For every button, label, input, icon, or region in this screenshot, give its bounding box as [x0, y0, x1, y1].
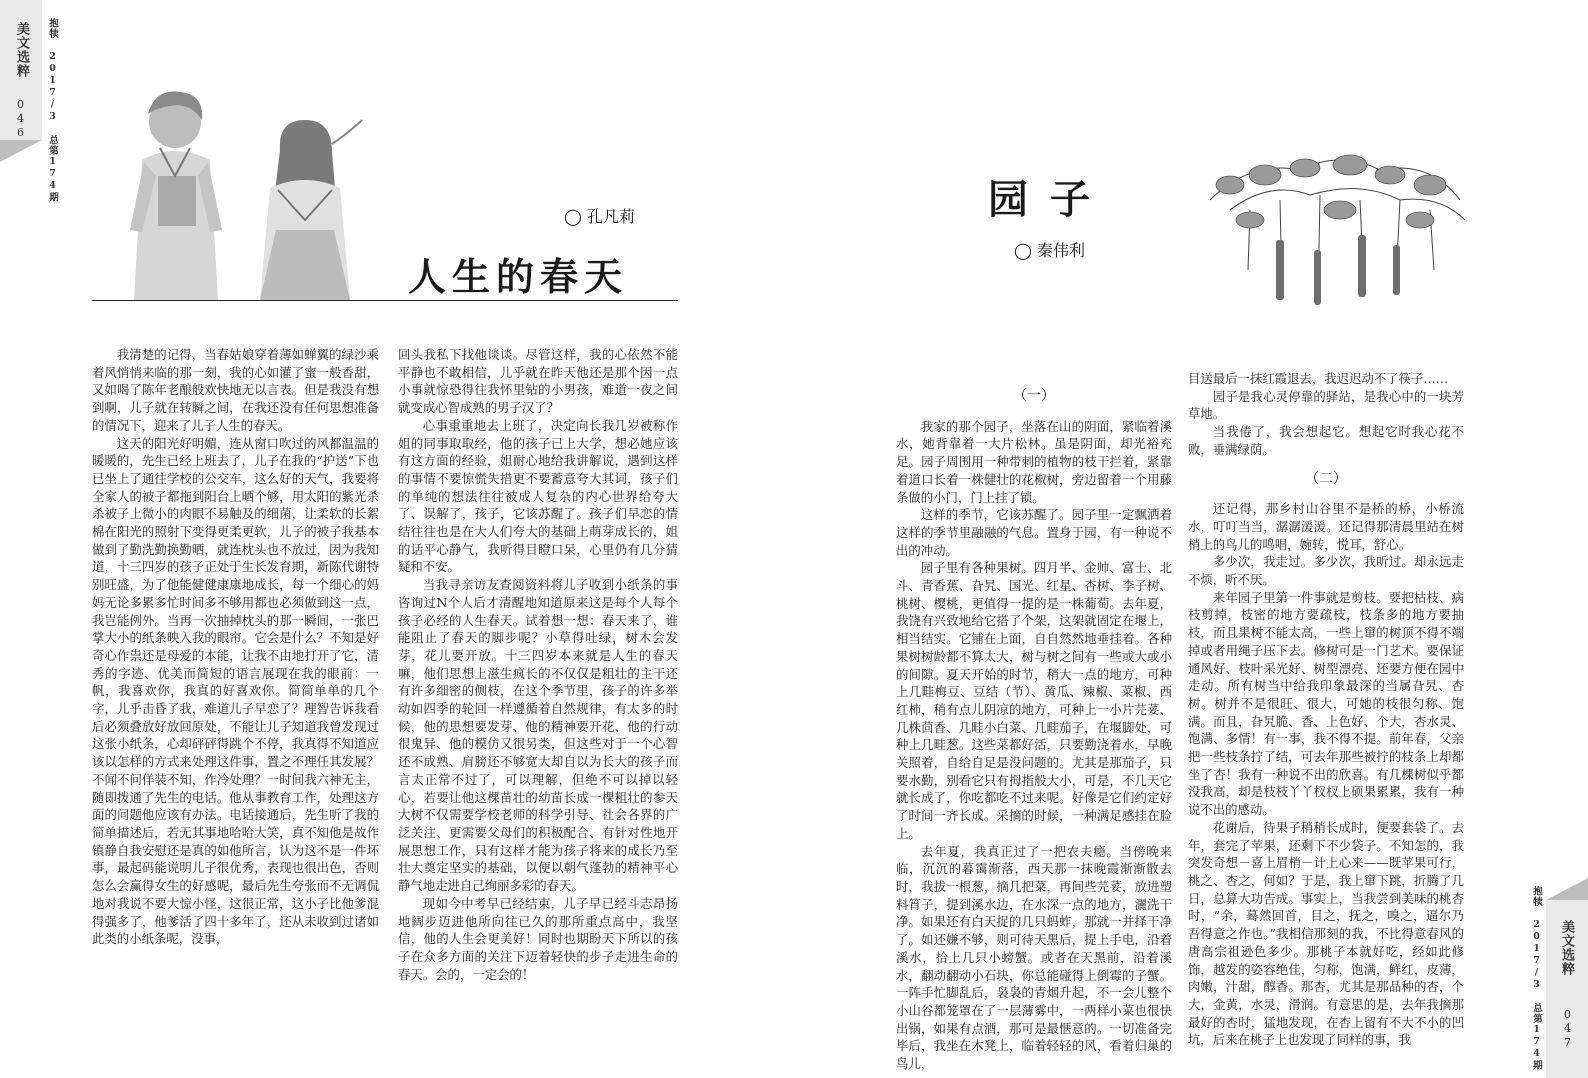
paragraph: 当我倦了，我会想起它。想起它时我心花不败，垂满绿荫。 [1188, 424, 1464, 457]
page-number-left: 046 [14, 98, 27, 140]
paragraph: 多少次，我走过。多少次，我听过。却永远走不烦，听不厌。 [1188, 554, 1464, 588]
paragraph: 去年夏，我真正过了一把农夫瘾。当傍晚来临，沉沉的暮霭渐落，西天那一抹晚霞渐渐散去时，我拔一根葱，摘几把菜，再间些芫荽，放进塑料筲子，提到溪水边，在水深一点的地方，灑洗干净。如果还有白天捉的几只蚂蚱，那就一并择干净了。如还嫌不够，则可待天黑后，提上手电，沿着溪水，拾上几只小螃蟹。或者在天黑前，沿着溪水，翻动翻动小石块，你总能碰得上倒霉的子蟹。一阵手忙脚乱后，袅袅的青烟升起，不一会儿整个小山谷都笼罩在了一层薄雾中，一两样小菜也很快出锅，如果有点酒，那可是最惬意的。一切准备完毕后，我坐在木凳上，临着轻轻的风，看着归巢的鸟儿， [896, 843, 1172, 1072]
author-right: ◯ 秦伟利 [1014, 241, 1085, 260]
issue-info-left: 抱犊 2017/3 总第174期 [47, 18, 58, 203]
page-number-right: 047 [1561, 1008, 1574, 1050]
paragraph: 心事重重地去上班了，决定向长我几岁被称作姐的同事取取经，他的孩子已上大学，想必她应该有这方面的经验，姐耐心地给我讲解说，遇到这样的事情不要惊慌失措更不要蓄意夸大其词，孩子们的单纯的想法往往被成人复杂的内心世界给夸大了、误解了，孩子，它该苏醒了。孩子们早恋的情结往往也是在大人们夸大的基础上萌芽成长的，姐的话平心静气，我听得目瞪口呆，心里仍有几分猜疑和不安。 [398, 417, 678, 575]
right-article-column-2 [1188, 370, 1464, 1048]
author-left: ◯ 孔凡莉 [564, 207, 635, 226]
title-rule-left [92, 300, 678, 301]
right-article-column-1 [896, 384, 1172, 1072]
paragraph: 这样的季节，它该苏醒了。园子里一定飘洒着这样的季节里融融的气息。置身于园，有一种说不出的冲动。 [896, 507, 1172, 558]
left-page-tab-fold [0, 140, 42, 162]
title-left: 人生的春天 [408, 255, 629, 299]
paragraph: 我清楚的记得，当春姑娘穿着薄如蝉翼的绿沙乘着风悄悄来临的那一刻，我的心如灌了蜜一般香甜，又如喝了陈年老酿般欢快地无以言表。但是我没有想到啊，儿子就在转瞬之间，在我还没有任何思想准备的情况下，迎来了儿子人生的春天。 [92, 347, 379, 433]
magazine-name-right: 美文选粹 [1559, 920, 1574, 976]
paragraph: 这天的阳光好明媚，连从窗口吹过的风都温温的暖暖的，先生已经上班去了，儿子在我的“护送”下也已坐上了通往学校的公交车，这么好的天气，我要将全家人的被子都拖到阳台上晒个够，用太阳的紫光杀杀被子上微小的肉眼不易触及的细菌，让柔软的长絮棉在阳光的照射下变得更柔更软，儿子的被子我基本做到了勤洗勤换勤晒，就连枕头也不放过，因为我知道，十三四岁的孩子正处于生长发育期，新陈代谢特别旺盛，为了他能健健康康地成长，每一个细心的妈妈无论多累多忙时间多不够用都也必须做到这一点，我岂能例外。当再一次抽掉枕头的那一瞬间，一张巴掌大小的纸条映入我的眼帘。它会是什么？不知是好奇心作祟还是母爱的本能，让我不由地打开了它，清秀的字迹、优美而简短的语言展现在我的眼前：一帆，我喜欢你，我真的好喜欢你。简简单单的几个字，儿乎击昏了我，难道儿子早恋了？理智告诉我看后必须叠放好放回原处，不能让儿子知道我曾发现过这张小纸条，心却砰砰得跳个不停，我真得不知道应该以怎样的方式来处理这件事，置之不理任其发展？不闻不问佯装不知，作冷处理？一时间我六神无主，随即拨通了先生的电话。他从事教育工作，处理这方面的问题他应该有办法。电话接通后，先生听了我的简单描述后，若无其事地哈哈大笑，真不知他是故作镇静自我安慰还是真的如他所言，认为这不是一件坏事，最起码能说明儿子很优秀，表现也很出色，否则怎么会赢得女生的好感呢，最后先生夸张而不无调侃地对我说不要大惊小怪，这很正常，这小子比他爹混得强多了，他爹活了四十多年了，还从未收到过诸如此类的小纸条呢，没事， [92, 435, 379, 947]
section-heading-2: （二） [1305, 470, 1347, 487]
left-article-column-2 [398, 346, 678, 986]
section-heading-1: （一） [1013, 388, 1055, 404]
paragraph: 回头我私下找他谈谈。尽管这样，我的心依然不能平静也不敢相信，儿乎就在昨天他还是那个因一点小事就惊恐得往我怀里钻的小男孩，难道一夜之间就变成心智成熟的男子汉了？ [398, 347, 678, 416]
paragraph: 花谢后，待果子稍稍长成时，便要套袋了。去年，套完了苹果，还剩下不少袋子。不知怎的，我突发奇想－喜上眉梢－计上心来——既苹果可行，桃之、杏之，何如？于是，我上窜下跳，折腾了几日，总算大功告成。事实上，当我尝到美味的桃杏时，“余，蓦然回首，目之，抚之，嗅之，逼尔乃吾得意之作也。”我相信那刻的我，不比得意春风的唐高宗祖逊色多少。那桃子本就好吃，经如此修饰，越发的姿容绝佳，匀称，饱满，鲜红，皮薄，肉嫩，汁甜，醇香。那杏，尤其是那品种的杏，个大，金黄，水灵，滑润。有意思的是，去年我摘那最好的杏时，猛地发现，在杏上留有不大不小的凹坑，后来在桃子上也发现了同样的事，我 [1188, 819, 1464, 1048]
paragraph: 现如今中考早已经结束，儿子早已经斗志昂扬地阔步迈进他所向往已久的那所重点高中，我坚信，他的人生会更美好！同时也期盼天下所以的孩子在众多方面的关注下迈着轻快的步子走进生命的春天。会的，一定会的！ [398, 895, 678, 982]
paragraph: 目送最后一抹红霞退去，我迟迟动不了筷子…… [1188, 371, 1449, 386]
issue-info-right: 抱犊 2017/3 总第174期 [1531, 886, 1542, 1071]
paragraph: 还记得，那乡村山谷里不是桥的桥，小桥流水，叮叮当当，潺潺湲湲。还记得那清晨里站在树梢上的鸟儿的鸣唱，婉转，悦耳，舒心。 [1188, 501, 1464, 552]
paragraph: 我家的那个园子，坐落在山的阴面，紧临着溪水，她背靠着一大片松林。虽是阴面，却光裕充足。园子周围用一种带刺的植物的枝干拦着，紧靠着道口长着一株健壮的花椒树，旁边留着一个用藤条做的小门，门上挂了锁。 [896, 418, 1172, 505]
paragraph: 园子是我心灵停靠的驿站，是我心中的一块芳草地。 [1188, 388, 1464, 422]
couple-illustration [100, 80, 370, 300]
left-article-column-1 [92, 346, 379, 986]
paragraph: 当我寻亲访友查阅资料将儿子收到小纸条的事咨询过N个人后才清醒地知道原来这是每个人每个孩子必经的人生春天。试着想一想：春天来了，谁能阻止了春天的脚步呢？小草得吐绿，树木会发芽，花儿要开放。十三四岁本来就是人生的春天嘛，他们思想上滋生疯长的不仅仅是粗壮的主干还有许多细密的侧枝，在这个季节里，孩子的许多举动如四季的轮回一样遵循着自然规律，有太多的时候，他的思想要发芽、他的精神要开花、他的行动很鬼异、他的模仿又很另类，但这些对于一个心智还不成熟、肩膀还不够宽大却自以为长大的孩子而言太正常不过了，可以理解，但绝不可以掉以轻心，若要让他这棵苗壮的幼苗长成一棵粗壮的参天大树不仅需要学校老师的科学引导、社会各界的广泛关注、更需要父母们的积极配合、有针对性地开展思想工作，只有这样才能为孩子将来的成长乃至壮大奠定坚实的基础，以便以朝气蓬勃的精神平心静气地走进自己绚丽多彩的春天。 [398, 577, 678, 894]
paragraph: 来年园子里第一件事就是剪枝。要把枯枝、病枝剪掉，枝密的地方要疏枝，枝条多的地方要抽枝，而且果树不能太高，一些上窜的树顶不得不端掉或者用绳子压下去。修树可是一门艺术。要保证通风好、枝叶采光好、树型漂亮、还要方便在园中走动。所有树当中给我印象最深的当属旮旯、杏树。树并不是很旺、很大，可她的枝很匀称、饱满。而且，旮旯脆、香、上色好、个大，杏水灵、饱满、多情！有一事，我不得不提。前年春，父亲把一些枝条拧了结，可去年那些被拧的枝条上却都坐了杏！我有一种说不出的欣喜。有几棵树似乎都没我高，却是枝枝丫丫杈杈上硕果累累，我有一种说不出的感动。 [1188, 589, 1464, 818]
plant-illustration [1190, 140, 1480, 310]
magazine-name-left: 美文选粹 [14, 22, 29, 78]
title-right: 园子 [988, 177, 1112, 223]
right-page-tab-fold [1546, 878, 1588, 900]
paragraph: 园子里有各种果树。四月半、金帅、富士、北斗、青香蕉、旮旯、国光、红星、杏树、李子树、桃树、樱桃，更值得一提的是一株葡萄。去年夏，我饶有兴致地给它搭了个架，这架就固定在堰上，相当结实。它铺在上面，自自然然地垂挂着。各种果树树龄都不算太大，树与树之间有一些或大或小的间隙。夏天开始的时节，稍大一点的地方，可种上几畦梅豆、豆结（节）、黄瓜、辣椒、菜椒、西红柿，稍有点儿阴凉的地方，可种上一小片芫荽、几株茴香、几畦小白菜、几畦茄子，在堰脚处，可种上几畦葱。这些菜都好活，只要勤浇着水，早晚关照着，自给自足是没问题的。尤其是那茄子，只要水勤，别看它只有拇指般大小，可是，不几天它就长成了，你吃都吃不过来呢。好像是它们约定好了时间一齐长成。采摘的时候，一种满足感挂在脸上。 [896, 560, 1172, 841]
